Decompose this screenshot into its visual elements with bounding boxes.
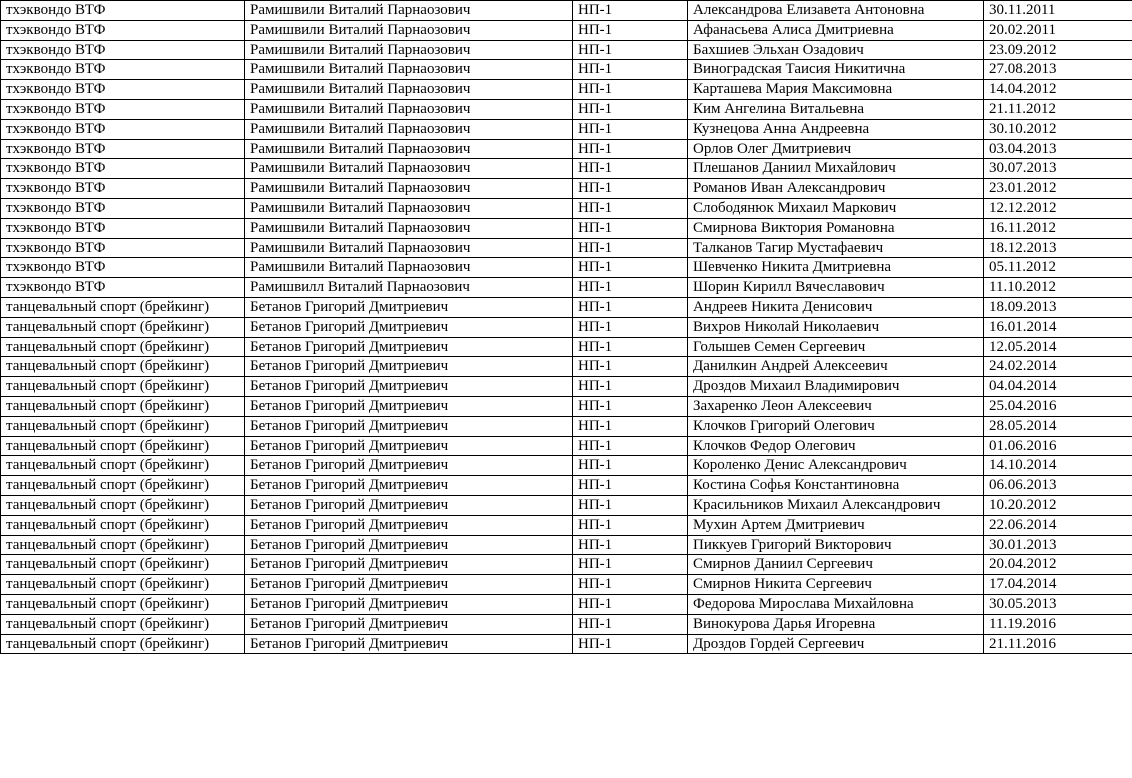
cell-sport: танцевальный спорт (брейкинг) <box>1 377 245 397</box>
table-row <box>1 357 1132 377</box>
cell-athlete: Мухин Артем Дмитриевич <box>688 515 984 535</box>
cell-sport: танцевальный спорт (брейкинг) <box>1 555 245 575</box>
cell-athlete: Вихров Николай Николаевич <box>688 317 984 337</box>
cell-birth-date: 20.04.2012 <box>984 555 1132 575</box>
cell-coach: Рамишвили Виталий Парнаозович <box>245 99 573 119</box>
cell-sport: тхэквондо ВТФ <box>1 218 245 238</box>
cell-athlete: Александрова Елизавета Антоновна <box>688 1 984 21</box>
table-row <box>1 555 1132 575</box>
cell-coach: Рамишвили Виталий Парнаозович <box>245 258 573 278</box>
cell-athlete: Шевченко Никита Дмитриевна <box>688 258 984 278</box>
cell-athlete: Дроздов Гордей Сергеевич <box>688 634 984 654</box>
cell-athlete: Голышев Семен Сергеевич <box>688 337 984 357</box>
table-row <box>1 60 1132 80</box>
cell-athlete: Данилкин Андрей Алексеевич <box>688 357 984 377</box>
cell-coach: Бетанов Григорий Дмитриевич <box>245 476 573 496</box>
cell-athlete: Кузнецова Анна Андреевна <box>688 119 984 139</box>
roster-body <box>1 1 1132 654</box>
cell-coach: Рамишвили Виталий Парнаозович <box>245 119 573 139</box>
table-row <box>1 495 1132 515</box>
table-row <box>1 396 1132 416</box>
cell-athlete: Бахшиев Эльхан Озадович <box>688 40 984 60</box>
cell-birth-date: 23.09.2012 <box>984 40 1132 60</box>
cell-coach: Рамишвили Виталий Парнаозович <box>245 40 573 60</box>
table-row <box>1 337 1132 357</box>
table-row <box>1 119 1132 139</box>
cell-coach: Рамишвили Виталий Парнаозович <box>245 139 573 159</box>
cell-group: НП-1 <box>573 575 688 595</box>
cell-athlete: Красильников Михаил Александрович <box>688 495 984 515</box>
cell-birth-date: 16.11.2012 <box>984 218 1132 238</box>
table-row <box>1 99 1132 119</box>
cell-group: НП-1 <box>573 258 688 278</box>
cell-coach: Бетанов Григорий Дмитриевич <box>245 357 573 377</box>
cell-sport: тхэквондо ВТФ <box>1 99 245 119</box>
cell-athlete: Клочков Федор Олегович <box>688 436 984 456</box>
table-row <box>1 594 1132 614</box>
cell-coach: Бетанов Григорий Дмитриевич <box>245 396 573 416</box>
cell-sport: танцевальный спорт (брейкинг) <box>1 594 245 614</box>
table-row <box>1 515 1132 535</box>
cell-birth-date: 12.05.2014 <box>984 337 1132 357</box>
cell-sport: танцевальный спорт (брейкинг) <box>1 495 245 515</box>
table-row <box>1 436 1132 456</box>
cell-athlete: Федорова Мирослава Михайловна <box>688 594 984 614</box>
cell-birth-date: 27.08.2013 <box>984 60 1132 80</box>
cell-coach: Бетанов Григорий Дмитриевич <box>245 634 573 654</box>
cell-birth-date: 11.19.2016 <box>984 614 1132 634</box>
cell-athlete: Смирнова Виктория Романовна <box>688 218 984 238</box>
cell-sport: тхэквондо ВТФ <box>1 238 245 258</box>
cell-birth-date: 16.01.2014 <box>984 317 1132 337</box>
cell-coach: Рамишвили Виталий Парнаозович <box>245 159 573 179</box>
cell-athlete: Виноградская Таисия Никитична <box>688 60 984 80</box>
cell-athlete: Орлов Олег Дмитриевич <box>688 139 984 159</box>
cell-birth-date: 18.12.2013 <box>984 238 1132 258</box>
cell-coach: Рамишвили Виталий Парнаозович <box>245 20 573 40</box>
cell-sport: тхэквондо ВТФ <box>1 159 245 179</box>
cell-coach: Бетанов Григорий Дмитриевич <box>245 614 573 634</box>
cell-birth-date: 25.04.2016 <box>984 396 1132 416</box>
cell-sport: тхэквондо ВТФ <box>1 119 245 139</box>
cell-group: НП-1 <box>573 614 688 634</box>
cell-sport: танцевальный спорт (брейкинг) <box>1 614 245 634</box>
cell-birth-date: 21.11.2016 <box>984 634 1132 654</box>
cell-athlete: Захаренко Леон Алексеевич <box>688 396 984 416</box>
cell-sport: тхэквондо ВТФ <box>1 40 245 60</box>
cell-birth-date: 14.04.2012 <box>984 80 1132 100</box>
cell-sport: тхэквондо ВТФ <box>1 278 245 298</box>
cell-sport: тхэквондо ВТФ <box>1 139 245 159</box>
cell-coach: Бетанов Григорий Дмитриевич <box>245 515 573 535</box>
cell-coach: Бетанов Григорий Дмитриевич <box>245 495 573 515</box>
cell-sport: танцевальный спорт (брейкинг) <box>1 297 245 317</box>
cell-group: НП-1 <box>573 40 688 60</box>
cell-coach: Бетанов Григорий Дмитриевич <box>245 337 573 357</box>
cell-group: НП-1 <box>573 594 688 614</box>
cell-coach: Бетанов Григорий Дмитриевич <box>245 575 573 595</box>
cell-group: НП-1 <box>573 416 688 436</box>
cell-coach: Бетанов Григорий Дмитриевич <box>245 456 573 476</box>
cell-group: НП-1 <box>573 634 688 654</box>
cell-birth-date: 12.12.2012 <box>984 198 1132 218</box>
table-row <box>1 1 1132 21</box>
table-row <box>1 634 1132 654</box>
cell-athlete: Пиккуев Григорий Викторович <box>688 535 984 555</box>
cell-sport: танцевальный спорт (брейкинг) <box>1 575 245 595</box>
cell-birth-date: 30.07.2013 <box>984 159 1132 179</box>
cell-athlete: Смирнов Даниил Сергеевич <box>688 555 984 575</box>
table-row <box>1 198 1132 218</box>
cell-sport: танцевальный спорт (брейкинг) <box>1 357 245 377</box>
table-row <box>1 535 1132 555</box>
cell-sport: тхэквондо ВТФ <box>1 20 245 40</box>
cell-birth-date: 05.11.2012 <box>984 258 1132 278</box>
cell-athlete: Плешанов Даниил Михайлович <box>688 159 984 179</box>
cell-athlete: Клочков Григорий Олегович <box>688 416 984 436</box>
table-row <box>1 20 1132 40</box>
table-row <box>1 139 1132 159</box>
cell-athlete: Андреев Никита Денисович <box>688 297 984 317</box>
table-row <box>1 179 1132 199</box>
cell-athlete: Короленко Денис Александрович <box>688 456 984 476</box>
cell-coach: Рамишвили Виталий Парнаозович <box>245 198 573 218</box>
cell-birth-date: 30.01.2013 <box>984 535 1132 555</box>
cell-coach: Бетанов Григорий Дмитриевич <box>245 416 573 436</box>
cell-group: НП-1 <box>573 515 688 535</box>
table-row <box>1 297 1132 317</box>
cell-athlete: Карташева Мария Максимовна <box>688 80 984 100</box>
table-row <box>1 575 1132 595</box>
cell-birth-date: 10.20.2012 <box>984 495 1132 515</box>
cell-coach: Бетанов Григорий Дмитриевич <box>245 555 573 575</box>
table-row <box>1 278 1132 298</box>
cell-sport: тхэквондо ВТФ <box>1 60 245 80</box>
cell-sport: тхэквондо ВТФ <box>1 80 245 100</box>
cell-sport: танцевальный спорт (брейкинг) <box>1 396 245 416</box>
cell-athlete: Ким Ангелина Витальевна <box>688 99 984 119</box>
cell-coach: Бетанов Григорий Дмитриевич <box>245 594 573 614</box>
cell-birth-date: 30.10.2012 <box>984 119 1132 139</box>
cell-birth-date: 28.05.2014 <box>984 416 1132 436</box>
cell-birth-date: 20.02.2011 <box>984 20 1132 40</box>
cell-group: НП-1 <box>573 297 688 317</box>
cell-athlete: Афанасьева Алиса Дмитриевна <box>688 20 984 40</box>
cell-coach: Бетанов Григорий Дмитриевич <box>245 297 573 317</box>
cell-sport: танцевальный спорт (брейкинг) <box>1 317 245 337</box>
cell-birth-date: 22.06.2014 <box>984 515 1132 535</box>
cell-birth-date: 18.09.2013 <box>984 297 1132 317</box>
cell-group: НП-1 <box>573 377 688 397</box>
cell-athlete: Романов Иван Александрович <box>688 179 984 199</box>
cell-group: НП-1 <box>573 337 688 357</box>
table-row <box>1 377 1132 397</box>
cell-birth-date: 06.06.2013 <box>984 476 1132 496</box>
cell-group: НП-1 <box>573 476 688 496</box>
cell-group: НП-1 <box>573 278 688 298</box>
cell-birth-date: 14.10.2014 <box>984 456 1132 476</box>
cell-birth-date: 17.04.2014 <box>984 575 1132 595</box>
table-row <box>1 416 1132 436</box>
cell-coach: Бетанов Григорий Дмитриевич <box>245 317 573 337</box>
table-row <box>1 317 1132 337</box>
cell-sport: танцевальный спорт (брейкинг) <box>1 535 245 555</box>
cell-sport: тхэквондо ВТФ <box>1 1 245 21</box>
cell-sport: танцевальный спорт (брейкинг) <box>1 337 245 357</box>
table-row <box>1 614 1132 634</box>
cell-group: НП-1 <box>573 198 688 218</box>
cell-coach: Рамишвили Виталий Парнаозович <box>245 238 573 258</box>
cell-group: НП-1 <box>573 555 688 575</box>
table-row <box>1 40 1132 60</box>
table-row <box>1 476 1132 496</box>
cell-sport: тхэквондо ВТФ <box>1 198 245 218</box>
cell-group: НП-1 <box>573 317 688 337</box>
cell-group: НП-1 <box>573 535 688 555</box>
cell-birth-date: 21.11.2012 <box>984 99 1132 119</box>
cell-birth-date: 01.06.2016 <box>984 436 1132 456</box>
cell-birth-date: 23.01.2012 <box>984 179 1132 199</box>
cell-sport: танцевальный спорт (брейкинг) <box>1 416 245 436</box>
cell-coach: Рамишвилл Виталий Парнаозович <box>245 278 573 298</box>
cell-birth-date: 11.10.2012 <box>984 278 1132 298</box>
cell-athlete: Винокурова Дарья Игоревна <box>688 614 984 634</box>
cell-coach: Рамишвили Виталий Парнаозович <box>245 80 573 100</box>
cell-group: НП-1 <box>573 238 688 258</box>
cell-athlete: Слободянюк Михаил Маркович <box>688 198 984 218</box>
cell-sport: танцевальный спорт (брейкинг) <box>1 436 245 456</box>
cell-sport: танцевальный спорт (брейкинг) <box>1 515 245 535</box>
cell-coach: Бетанов Григорий Дмитриевич <box>245 377 573 397</box>
cell-coach: Рамишвили Виталий Парнаозович <box>245 1 573 21</box>
cell-group: НП-1 <box>573 99 688 119</box>
cell-group: НП-1 <box>573 357 688 377</box>
cell-birth-date: 03.04.2013 <box>984 139 1132 159</box>
cell-birth-date: 30.11.2011 <box>984 1 1132 21</box>
cell-coach: Рамишвили Виталий Парнаозович <box>245 60 573 80</box>
table-row <box>1 80 1132 100</box>
cell-birth-date: 24.02.2014 <box>984 357 1132 377</box>
table-row <box>1 456 1132 476</box>
cell-coach: Бетанов Григорий Дмитриевич <box>245 436 573 456</box>
cell-coach: Рамишвили Виталий Парнаозович <box>245 179 573 199</box>
table-row <box>1 218 1132 238</box>
cell-sport: танцевальный спорт (брейкинг) <box>1 456 245 476</box>
cell-athlete: Смирнов Никита Сергеевич <box>688 575 984 595</box>
table-row <box>1 159 1132 179</box>
cell-birth-date: 04.04.2014 <box>984 377 1132 397</box>
cell-athlete: Талканов Тагир Мустафаевич <box>688 238 984 258</box>
cell-sport: танцевальный спорт (брейкинг) <box>1 634 245 654</box>
cell-group: НП-1 <box>573 218 688 238</box>
table-row <box>1 258 1132 278</box>
cell-group: НП-1 <box>573 159 688 179</box>
cell-group: НП-1 <box>573 179 688 199</box>
cell-group: НП-1 <box>573 1 688 21</box>
cell-group: НП-1 <box>573 20 688 40</box>
cell-group: НП-1 <box>573 396 688 416</box>
cell-sport: тхэквондо ВТФ <box>1 179 245 199</box>
cell-sport: тхэквондо ВТФ <box>1 258 245 278</box>
cell-athlete: Дроздов Михаил Владимирович <box>688 377 984 397</box>
cell-group: НП-1 <box>573 60 688 80</box>
cell-coach: Рамишвили Виталий Парнаозович <box>245 218 573 238</box>
cell-sport: танцевальный спорт (брейкинг) <box>1 476 245 496</box>
cell-group: НП-1 <box>573 495 688 515</box>
cell-group: НП-1 <box>573 80 688 100</box>
cell-athlete: Шорин Кирилл Вячеславович <box>688 278 984 298</box>
cell-group: НП-1 <box>573 119 688 139</box>
cell-athlete: Костина Софья Константиновна <box>688 476 984 496</box>
cell-group: НП-1 <box>573 436 688 456</box>
cell-birth-date: 30.05.2013 <box>984 594 1132 614</box>
cell-group: НП-1 <box>573 139 688 159</box>
cell-group: НП-1 <box>573 456 688 476</box>
cell-coach: Бетанов Григорий Дмитриевич <box>245 535 573 555</box>
table-row <box>1 238 1132 258</box>
